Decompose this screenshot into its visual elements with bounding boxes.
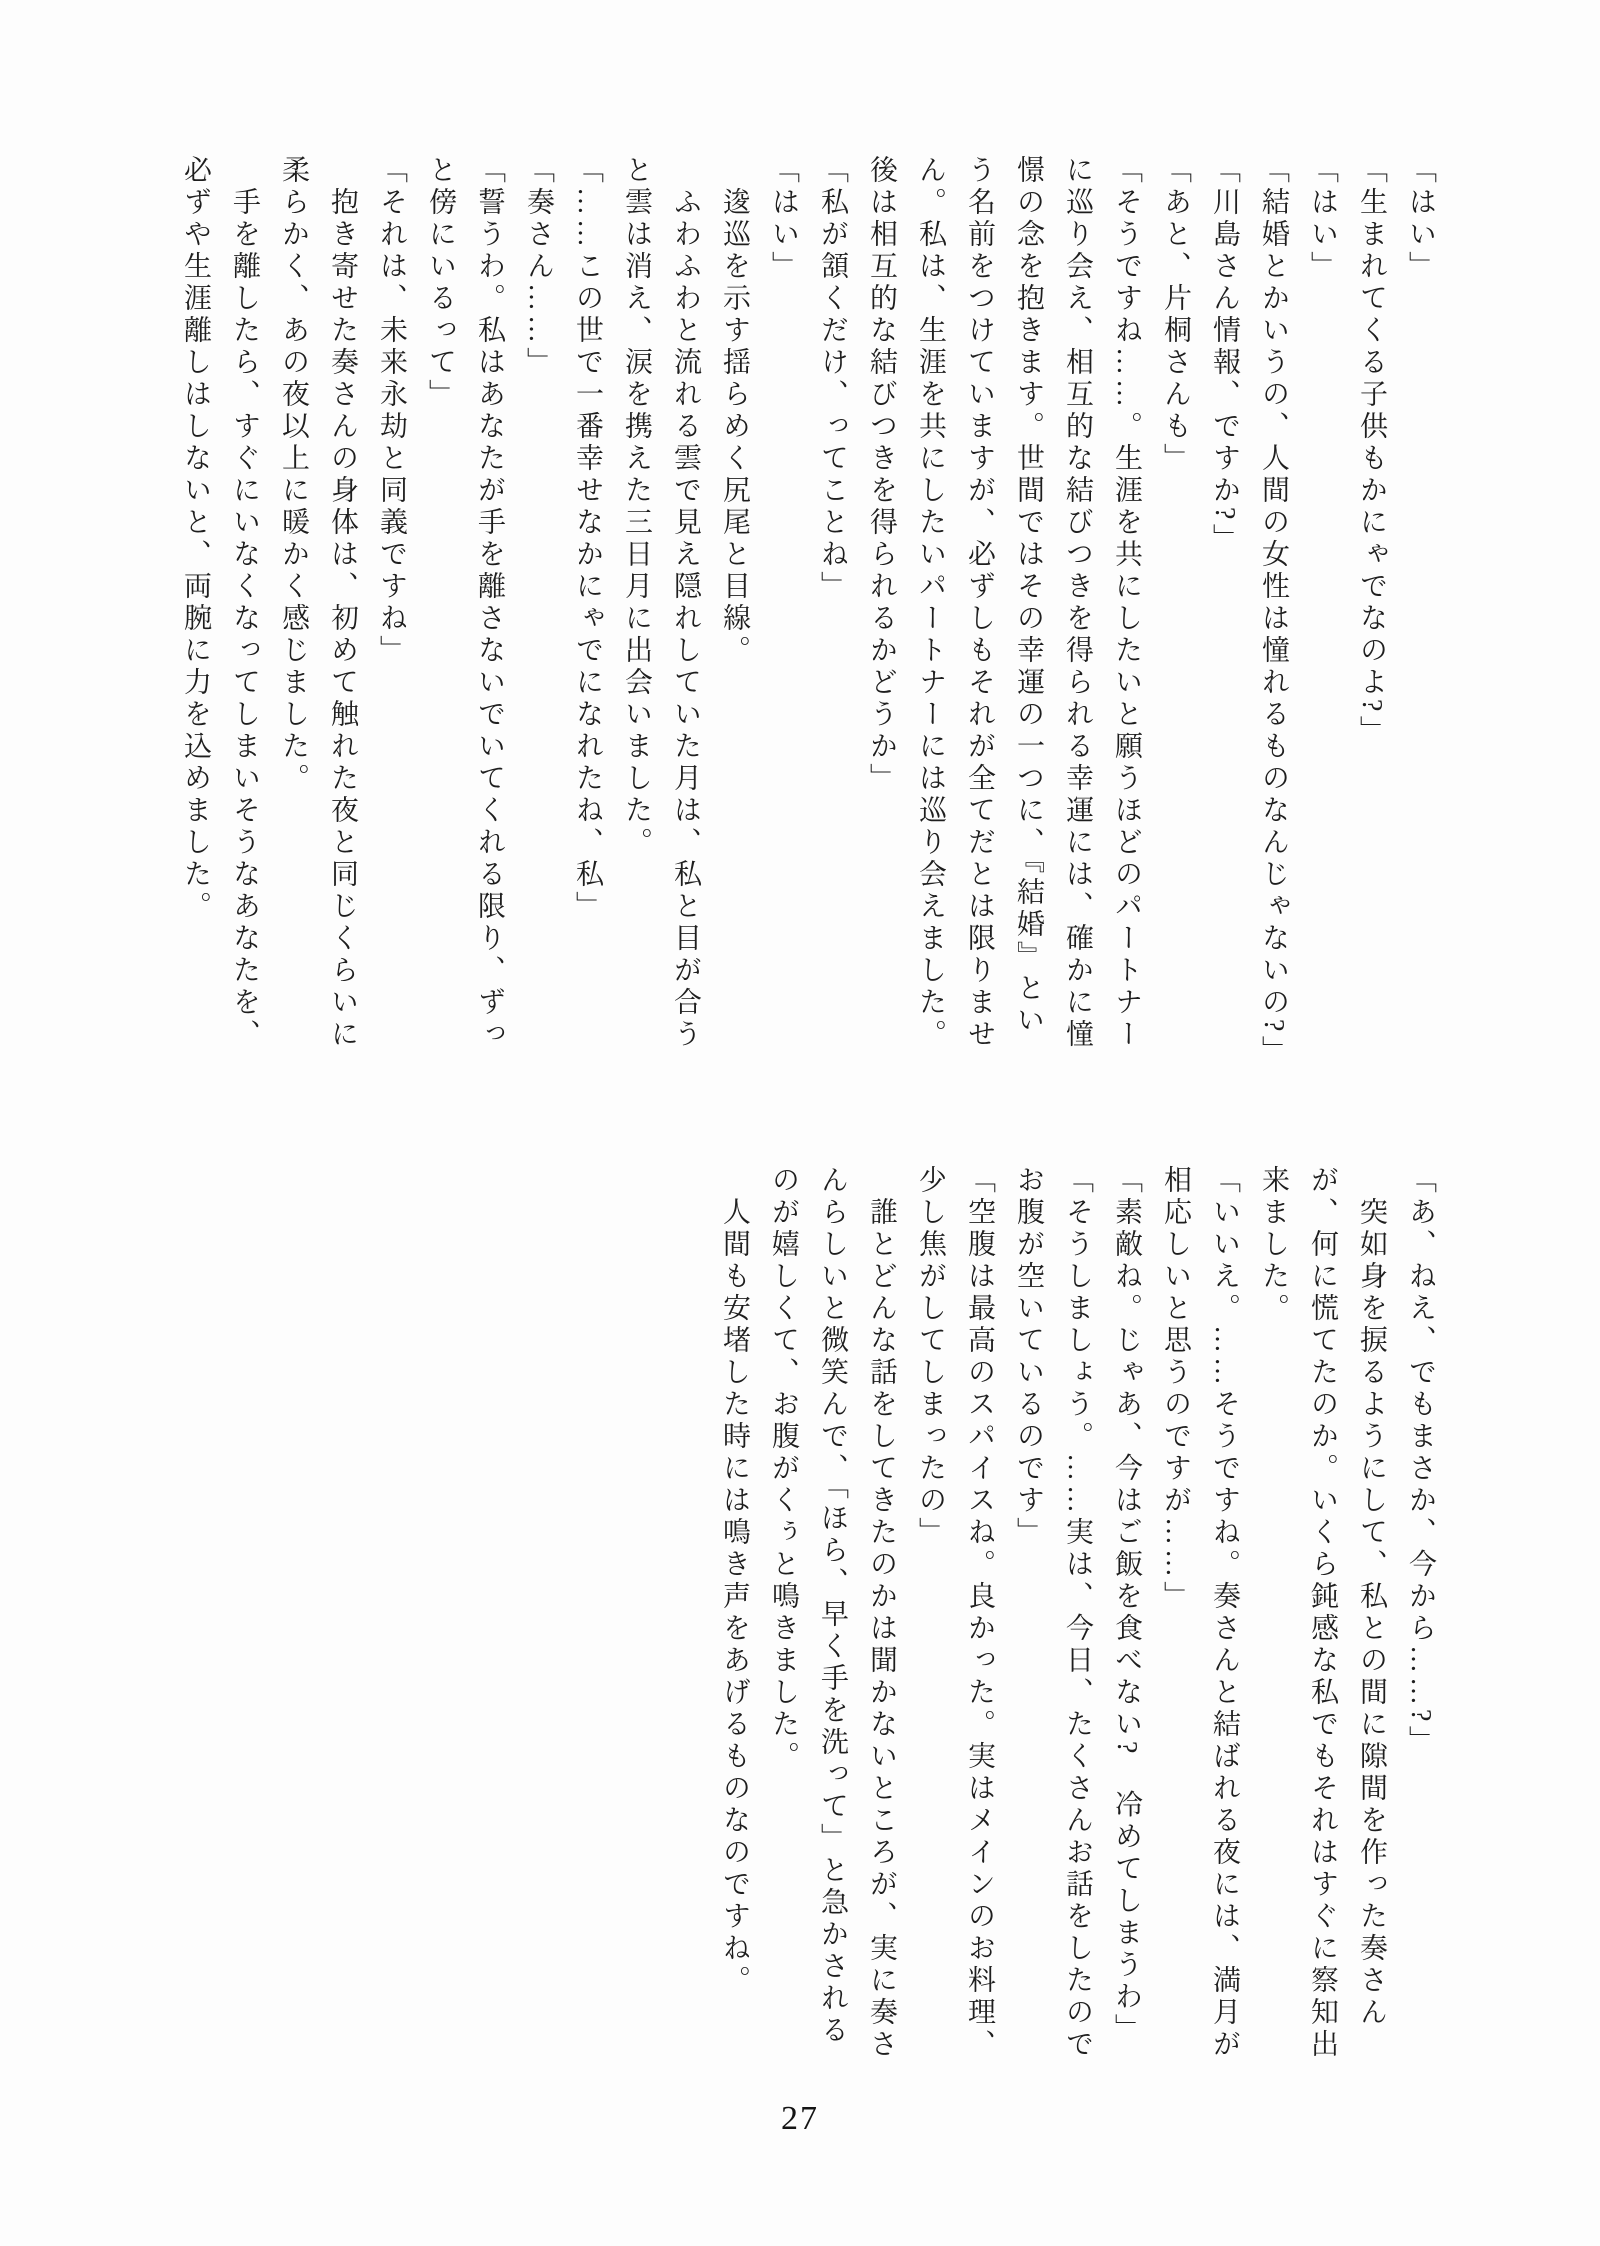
dialogue-line: 「あと、片桐さんも」: [1160, 155, 1191, 475]
dialogue-line: 「はい」: [1405, 155, 1436, 283]
narrative-paragraph: ふわふわと流れる雲で見え隠れしていた月は、私と目が合うと雲は消え、涙を携えた三日月に出会いました。: [621, 155, 701, 1051]
narrative-paragraph: 手を離したら、すぐにいなくなってしまいそうなあなたを、必ずや生涯離しはしないと、両腕に力を込めました。: [180, 155, 260, 1051]
dialogue-line: 「素敵ね。じゃあ、今はご飯を食べない? 冷めてしまうわ」: [1111, 1165, 1142, 2046]
dialogue-line: 「いいえ。……そうですね。奏さんと結ばれる夜には、満月が相応しいと思うのですが……」: [1160, 1165, 1240, 2061]
dialogue-line: 「誓うわ。私はあなたが手を離さないでいてくれる限り、ずっと傍にいるって」: [425, 155, 505, 1051]
narrative-paragraph: 抱き寄せた奏さんの身体は、初めて触れた夜と同じくらいに柔らかく、あの夜以上に暖かく感じました。: [278, 155, 358, 1051]
dialogue-line: 「はい」: [768, 155, 799, 283]
dialogue-line: 「奏さん……」: [523, 155, 554, 379]
bottom-text-block: [710, 1165, 1445, 2070]
dialogue-line: 「空腹は最高のスパイスね。良かった。実はメインのお料理、少し焦がしてしまったの」: [915, 1165, 995, 2061]
narrative-paragraph: 突如身を捩るようにして、私との間に隙間を作った奏さんが、何に慌てたのか。いくら鈍感な私でもそれはすぐに察知出来ました。: [1258, 1165, 1387, 2061]
dialogue-line: 「そうですね……。生涯を共にしたいと願うほどのパートナーに巡り会え、相互的な結びつきを得られる幸運には、確かに憧憬の念を抱きます。世間ではその幸運の一つに、『結婚』という名前をつけていますが、必ずしもそれが全てだとは限りません。私は、生涯を共にしたいパートナーには巡り会えました。後は相互的な結びつきを得られるかどうか」: [866, 155, 1142, 1051]
dialogue-line: 「川島さん情報、ですか?」: [1209, 155, 1240, 556]
dialogue-line: 「……この世で一番幸せなかにゃでになれたね、私」: [572, 155, 603, 923]
dialogue-line: 「生まれてくる子供もかにゃでなのよ?」: [1356, 155, 1387, 748]
page-number: 27: [781, 2100, 819, 2137]
dialogue-line: 「私が頷くだけ、ってことね」: [817, 155, 848, 603]
narrative-paragraph: 逡巡を示す揺らめく尻尾と目線。: [719, 187, 750, 667]
dialogue-line: 「結婚とかいうの、人間の女性は憧れるものなんじゃないの?」: [1258, 155, 1289, 1068]
narrative-paragraph: 誰とどんな話をしてきたのかは聞かないところが、実に奏さんらしいと微笑んで、「ほら、早く手を洗って」と急かされるのが嬉しくて、お腹がくぅと鳴きました。: [768, 1165, 897, 2061]
top-text-block: [171, 155, 1445, 1068]
narrative-paragraph: 人間も安堵した時には鳴き声をあげるものなのですね。: [719, 1197, 750, 1997]
dialogue-line: 「はい」: [1307, 155, 1338, 283]
dialogue-line: 「あ、ねえ、でもまさか、今から……?」: [1405, 1165, 1436, 1758]
dialogue-line: 「そうしましょう。……実は、今日、たくさんお話をしたのでお腹が空いているのです」: [1013, 1165, 1093, 2061]
dialogue-line: 「それは、未来永劫と同義ですね」: [376, 155, 407, 667]
